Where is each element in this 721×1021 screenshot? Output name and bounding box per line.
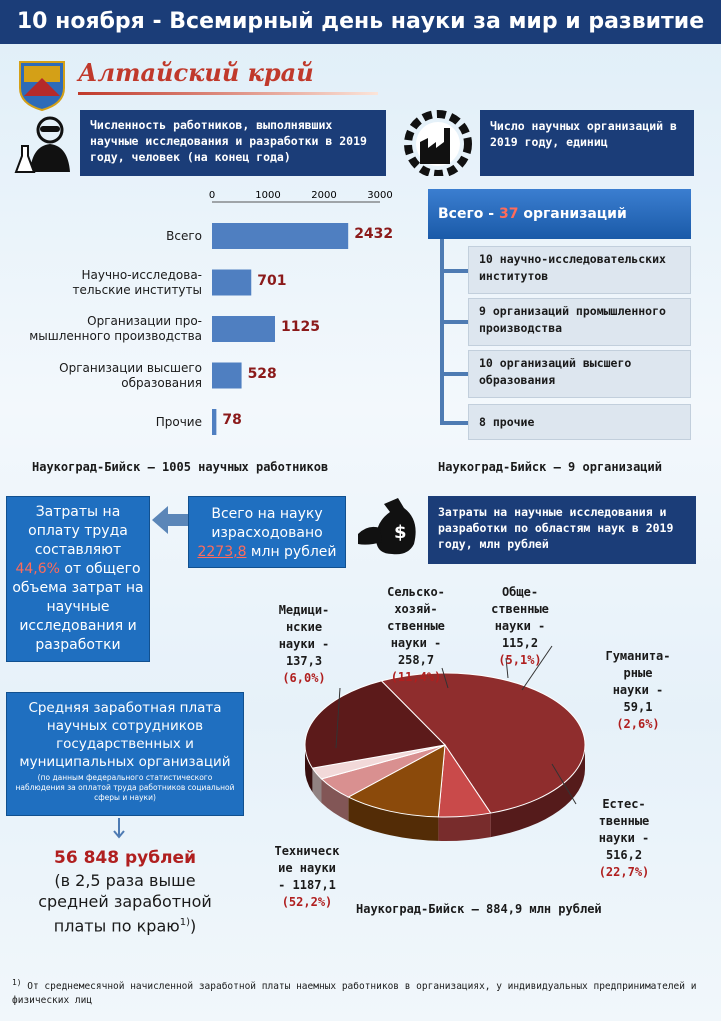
bar-category-label: Прочие (155, 414, 202, 429)
arrow-left-icon (150, 504, 190, 536)
pie-label-line: - 1187,1 (278, 878, 336, 892)
pie-label-line: науки - (612, 683, 664, 697)
salary-sup: 1) (179, 917, 190, 928)
org-item-other: 8 прочие (468, 404, 691, 440)
scientist-icon (12, 112, 78, 174)
orgs-title-box: Число научных организаций в 2019 году, единиц (480, 110, 694, 176)
pie-label-pct: (5,1%) (498, 653, 542, 667)
spent-unit: млн рублей (246, 544, 337, 560)
pie-label-line: Обще- (501, 585, 539, 599)
bar-value-label: 701 (257, 272, 287, 289)
footnote-sup: 1) (12, 978, 22, 987)
pie-label-pct: (6,0%) (282, 671, 326, 685)
tree-connector (440, 269, 468, 273)
x-tick-label: 3000 (367, 190, 393, 201)
pie-label-soc (480, 584, 560, 669)
org-item-higher-ed: 10 организаций высшего образования (468, 350, 691, 398)
labor-cost-box (6, 496, 150, 662)
pie-label-line: 115,2 (501, 636, 539, 650)
bar-category-label: Организации высшего образования (59, 360, 202, 390)
region-underline (78, 92, 378, 95)
workers-footnote: Наукоград-Бийск – 1005 научных работников (32, 460, 329, 474)
salary-amount: 56 848 рублей (54, 848, 196, 868)
labor-text-1: Затраты на оплату труда составляют (28, 504, 128, 558)
pie-label-line: ие науки (278, 861, 336, 875)
pie-label-line: Естес- (602, 797, 646, 811)
tree-connector (440, 372, 468, 376)
pie-label-line: науки - (390, 636, 442, 650)
tree-connector (440, 320, 468, 324)
bar-value-label: 1125 (281, 319, 320, 335)
svg-text:$: $ (394, 522, 407, 543)
coat-of-arms-icon (14, 56, 70, 112)
pie-label-tech (262, 843, 352, 911)
org-item-research: 10 научно-исследовательских институтов (468, 246, 691, 294)
pie-label-pct: (52,2%) (281, 895, 333, 909)
pie-label-line: твенные (598, 814, 650, 828)
salary-text-1: (в 2,5 раза выше (54, 871, 196, 890)
x-tick-label: 0 (208, 190, 216, 201)
salary-text-2: средней заработной (38, 892, 212, 911)
bar-0 (212, 223, 348, 249)
labor-text-2: от общего объема затрат на научные исследования и разработки (12, 561, 144, 653)
pie-label-line: 137,3 (285, 654, 323, 668)
money-bag-icon (354, 494, 424, 558)
pie-label-line: науки - (278, 637, 330, 651)
pie-label-line: рные (623, 666, 653, 680)
arrow-down-icon (112, 818, 126, 840)
pie-label-line: 516,2 (605, 848, 643, 862)
bar-3 (212, 363, 242, 389)
tree-connector (440, 239, 444, 425)
spent-amount: 2273,8 (197, 544, 247, 560)
pie-label-line: 59,1 (623, 700, 653, 714)
pie-label-line: Гуманита- (605, 649, 671, 663)
pie-label-line: хозяй- (394, 602, 438, 616)
bar-category-label: Научно-исследова- тельские институты (72, 267, 202, 297)
workers-title-box: Численность работников, выполнявших научные исследования и разработки в 2019 году, человек (на конец года) (80, 110, 386, 176)
pie-label-nat (576, 796, 672, 881)
pie-label-pct: (2,6%) (616, 717, 660, 731)
bar-1 (212, 270, 251, 296)
bar-4 (212, 409, 216, 435)
salary-close: ) (189, 916, 197, 936)
pie-label-hum (588, 648, 688, 733)
salary-title-box (6, 692, 244, 816)
salary-text-3 (20, 912, 230, 936)
salary-note: (по данным федерального статистического наблюдения за оплатой труда работников социальной сферы и науки) (15, 773, 235, 802)
pie-label-line: Медици- (278, 603, 330, 617)
pie-label-agro (374, 584, 458, 686)
pie-label-med (262, 602, 346, 687)
pie-label-line: науки - (598, 831, 650, 845)
bar-2 (212, 316, 275, 342)
salary-text-3a: платы по краю (53, 916, 180, 936)
pie-label-line: Техническ (274, 844, 340, 858)
bar-category-label: Организации про- мышленного производства (29, 314, 202, 343)
salary-title: Средняя заработная плата научных сотрудников государственных и муниципальных организаций (19, 700, 231, 770)
orgs-total-box (428, 189, 691, 239)
page-footnote (12, 976, 702, 1008)
orgs-total-prefix: Всего - (438, 206, 499, 222)
tree-connector (440, 421, 468, 425)
pie-label-line: науки - (494, 619, 546, 633)
orgs-footnote: Наукоград-Бийск – 9 организаций (438, 460, 662, 474)
bar-value-label: 528 (247, 365, 277, 382)
org-item-industry: 9 организаций промышленного производства (468, 298, 691, 346)
x-tick-label: 2000 (311, 190, 337, 201)
pie-label-pct: (22,7%) (598, 865, 650, 879)
pie-label-line: Сельско- (387, 585, 445, 599)
pie-label-line: ственные (387, 619, 445, 633)
pie-label-line: нские (285, 620, 323, 634)
pie-label-line: 258,7 (397, 653, 435, 667)
pie-label-line: ственные (491, 602, 549, 616)
areas-title-box: Затраты на научные исследования и разработки по областям наук в 2019 году, млн рублей (428, 496, 696, 564)
bar-value-label: 78 (222, 412, 242, 428)
bar-category-label: Всего (166, 228, 202, 243)
labor-pct: 44,6% (15, 561, 60, 577)
pie-footnote: Наукоград-Бийск – 884,9 млн рублей (356, 902, 602, 916)
salary-value-block (20, 846, 230, 936)
x-tick-label: 1000 (255, 190, 281, 201)
page-banner: 10 ноября - Всемирный день науки за мир и развитие (0, 0, 721, 44)
orgs-total-suffix: организаций (518, 206, 627, 222)
region-title: Алтайский край (78, 58, 314, 87)
spent-text: Всего на науку израсходовано (211, 506, 323, 541)
total-spent-box (188, 496, 346, 568)
factory-gear-icon (402, 108, 478, 176)
bar-value-label: 2432 (354, 226, 394, 242)
orgs-total-number: 37 (498, 206, 519, 222)
footnote-text: От среднемесячной начисленной заработной платы наемных работников в организациях, у индивидуальных предпринимателей и физических лиц (12, 981, 697, 1007)
pie-label-pct: (11,4%) (390, 670, 442, 684)
